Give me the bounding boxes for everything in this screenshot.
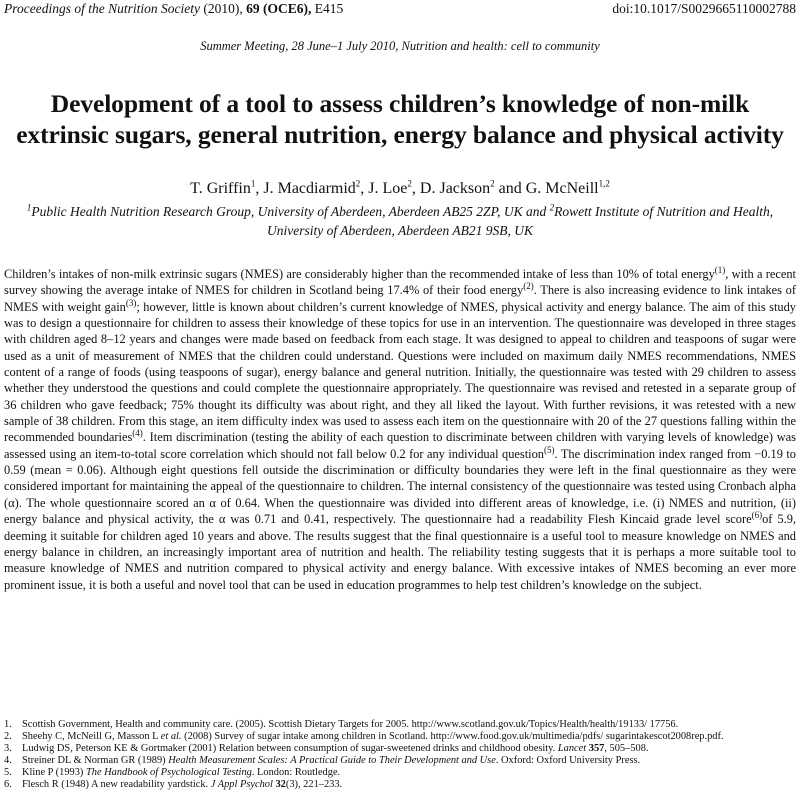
author: J. Macdiarmid$^2$, — [263, 178, 369, 197]
reference-list — [4, 719, 796, 790]
author-list — [0, 180, 800, 198]
journal-volume: 69 — [246, 1, 260, 16]
journal-issue: (OCE6), — [262, 1, 312, 16]
affiliation-2: Rowett Institute of Nutrition and Health, University of Aberdeen, Aberdeen AB21 9SB, UK — [267, 204, 774, 238]
journal-page: E415 — [314, 1, 344, 16]
author: D. Jackson$^2$ and — [419, 178, 526, 197]
journal-name: Proceedings of the Nutrition Society — [4, 1, 200, 16]
reference-item: 2. Sheehy C, McNeill G, Masson L et al. (2008) Survey of sugar intake among children in Scotland. http://www.food.gov.uk/multimedia/pdfs/ sugarintakescot2008rep.pdf. — [4, 730, 724, 742]
running-header — [4, 1, 796, 17]
doi[interactable]: doi:10.1017/S0029665110002788 — [612, 1, 796, 16]
author: J. Loe$^2$, — [368, 178, 420, 197]
ref-marker[interactable]: (5) — [544, 444, 555, 455]
reference-item: 6. Flesch R (1948) A new readability yardstick. J Appl Psychol 32(3), 221–233. — [4, 778, 343, 790]
abstract-body: Children’s intakes of non-milk extrinsic sugars (NMES) are considerably higher than the recommended intake of less than 10% of total energy$^{(1)}$, with a recent survey showing the average intake of NMES for children in Scotland being 17.4% of their food energy$^{(2)}$. There is also increasing evidence to link intakes of NMES with weight gain$^{(3)}$; however, little is known about children’s current knowledge of NMES, physical activity and energy balance. The aim of this study was to design a questionnaire for children to assess their knowledge of these topics for use in an intervention. The questionnaire was developed in three stages with children aged 8–12 years and changes were made based on feedback from each stage. It was designed to appeal to children and teaspoons of sugar were used as a unit of measurement of NMES that the children could understand. Questions were included on maximum daily NMES recommendations, NMES content of a range of foods (using teaspoons of sugar), energy balance and general nutrition. Initially, the questionnaire was tested with 29 children to assess whether they understood the questions and could complete the questionnaire appropriately. The questionnaire was revised and retested in a separate group of 36 children who gave feedback; 75% thought its difficulty was about right, and they all liked the layout. With further revisions, it was retested with a new sample of 38 children. From this stage, an item difficulty index was used to assess each item on the questionnaire with 20 of the 27 questions falling within the recommended boundaries$^{(4)}$. Item discrimination (testing the ability of each question to discriminate between children with varying levels of knowledge) was assessed using an item-to-total score correlation which should not fall below 0.2 for any individual question$^{(5)}$. The discrimination index ranged from −0.19 to 0.59 (mean = 0.06). Although eight questions fell outside the discrimination or difficulty boundaries they were left in the final questionnaire as they were considered important for maintaining the appeal of the questionnaire to children. The internal consistency of the questionnaire was tested using Cronbach alpha (α). The whole questionnaire scored an α of 0.64. When the questionnaire was divided into different areas of knowledge, i.e. (i) NMES and nutrition, (ii) energy balance and physical activity, the α was 0.71 and 0.41, respectively. The questionnaire had a readability Flesh Kincaid grade level score$^{(6)}$of 5.9, deeming it suitable for children aged 10 years and above. The results suggest that the final questionnaire is a useful tool to measure knowledge on NMES and energy balance in children, an increasingly important area of nutrition and health. The reliability testing suggests that it is perhaps a more suitable tool to measure knowledge of NMES and nutrition compared to physical activity and energy balance. With excessive intakes of NMES becoming an ever more prominent issue, it is both a useful and novel tool that can be used in education programmes to help test children’s knowledge on the subject. — [4, 264, 796, 592]
ref-marker[interactable]: (2) — [523, 281, 534, 292]
ref-marker[interactable]: (4) — [132, 428, 143, 439]
article-title — [0, 88, 800, 150]
ref-marker[interactable]: (3) — [125, 297, 137, 308]
reference-item: 1. Scottish Government, Health and community care. (2005). Scottish Dietary Targets for 2005. http://www.scotland.gov.uk/Topics/Health/health/19133/ 17756. — [4, 719, 679, 730]
journal-year: (2010), — [203, 1, 243, 16]
reference-item: 3. Ludwig DS, Peterson KE & Gortmaker (2001) Relation between consumption of sugar-sweetened drinks and childhood obesity. Lancet 357, 505–508. — [4, 742, 649, 754]
ref-marker[interactable]: (1) — [714, 264, 726, 275]
meeting-line: Summer Meeting, 28 June–1 July 2010, Nutrition and health: cell to community — [200, 39, 600, 53]
affiliations: $^1$Public Health Nutrition Research Group, University of Aberdeen, Aberdeen AB25 2ZP, UK and $^2$Rowett Institute of Nutrition and Health, University of Aberdeen, Aberdeen AB21 9SB, UK — [26, 202, 774, 238]
reference-item: 5. Kline P (1993) The Handbook of Psychological Testing. London: Routledge. — [4, 766, 341, 778]
title-line-2: extrinsic sugars, general nutrition, energy balance and physical activity — [16, 120, 784, 149]
author: T. Griffin$^1$, — [190, 178, 264, 197]
ref-marker[interactable]: (6) — [751, 510, 763, 521]
reference-item: 4. Streiner DL & Norman GR (1989) Health Measurement Scales: A Practical Guide to Their Development and Use. Oxford: Oxford University Press. — [4, 754, 641, 766]
author: G. McNeill$^{1,2}$ — [525, 178, 610, 197]
journal-citation — [4, 1, 343, 17]
title-line-1: Development of a tool to assess children’s knowledge of non-milk — [50, 89, 750, 118]
affiliation-1: Public Health Nutrition Research Group, University of Aberdeen, Aberdeen AB25 2ZP, UK and — [31, 204, 550, 219]
